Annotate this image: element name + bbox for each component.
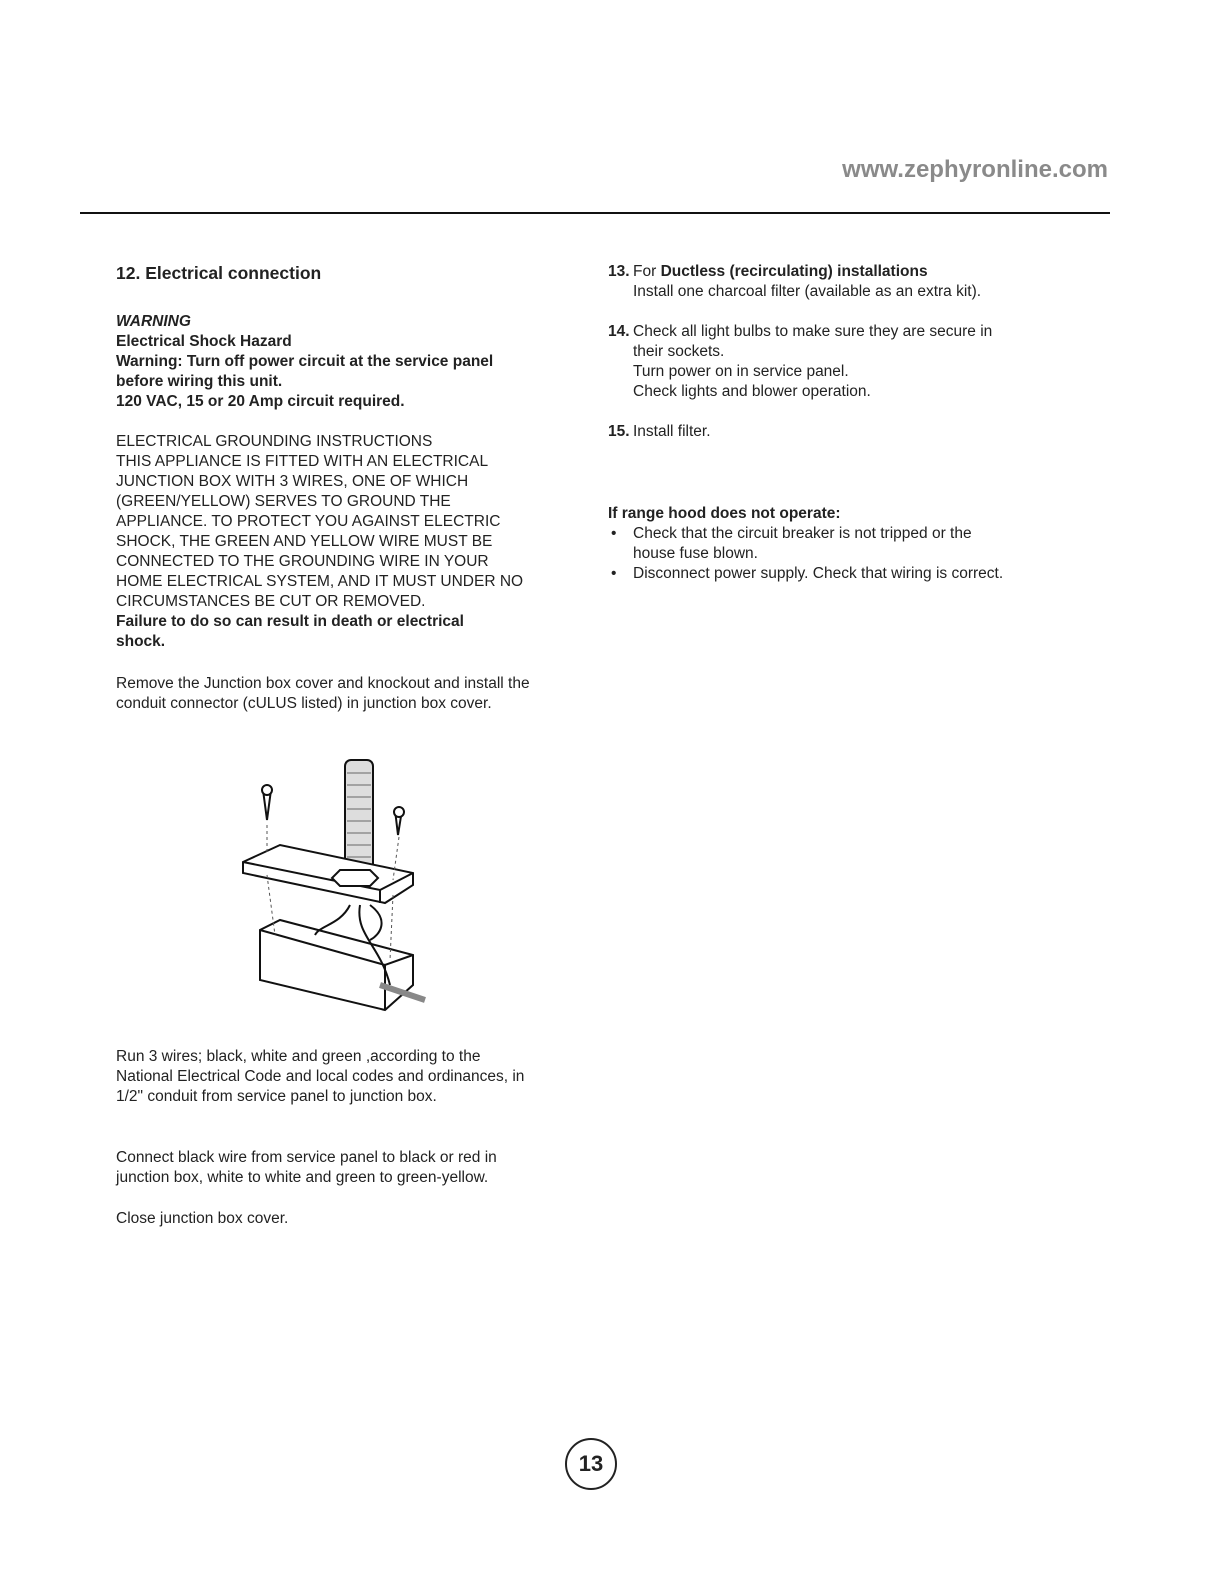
step-number: 13. [608, 263, 630, 280]
step-heading: Ductless (recirculating) installations [660, 263, 928, 280]
section-title: 12. Electrical connection [116, 263, 322, 283]
step-text: Check all light bulbs to make sure they are secure in their sockets. [633, 323, 993, 360]
warning-block [116, 312, 546, 412]
warning-label: WARNING [116, 313, 191, 330]
circuit-requirement: 120 VAC, 15 or 20 Amp circuit required. [116, 393, 405, 410]
step-14 [608, 322, 1018, 402]
page-number: 13 [565, 1438, 617, 1490]
grounding-title: ELECTRICAL GROUNDING INSTRUCTIONS [116, 433, 433, 450]
step-number: 15. [608, 423, 630, 440]
step-text: Check lights and blower operation. [633, 383, 871, 400]
grounding-block [116, 432, 528, 652]
connect-instructions: Connect black wire from service panel to black or red in junction box, white to white and green to green-yellow. [116, 1149, 497, 1186]
troubleshooting-item: • Disconnect power supply. Check that wiring is correct. [608, 564, 1008, 584]
conduit-icon [345, 760, 373, 870]
troubleshooting-item: • Check that the circuit breaker is not tripped or the house fuse blown. [608, 524, 1008, 564]
step-text: Install filter. [633, 423, 711, 440]
troubleshooting-title: If range hood does not operate: [608, 505, 841, 522]
warning-text: Warning: Turn off power circuit at the service panel before wiring this unit. [116, 353, 494, 390]
junction-box-diagram [230, 755, 430, 1020]
remove-instructions: Remove the Junction box cover and knockout and install the conduit connector (cULUS listed) in junction box cover. [116, 675, 530, 712]
step-prefix: For [633, 263, 661, 280]
failure-warning: Failure to do so can result in death or electrical shock. [116, 613, 464, 650]
step-15 [608, 422, 1028, 442]
steps-list [608, 262, 1028, 442]
step-13 [608, 262, 1028, 302]
header-divider [80, 212, 1110, 214]
step-text: Install one charcoal filter (available as an extra kit). [633, 283, 982, 300]
box-body [260, 920, 413, 1010]
step-number: 14. [608, 323, 630, 340]
close-instructions: Close junction box cover. [116, 1210, 289, 1227]
grounding-text: THIS APPLIANCE IS FITTED WITH AN ELECTRICAL JUNCTION BOX WITH 3 WIRES, ONE OF WHICH (GREEN/YELLOW) SERVES TO GROUND THE APPLIANCE. TO PROTECT YOU AGAINST ELECTRIC SHOCK, THE GREEN AND YELLOW WIRE MUST BE CONNECTED TO THE GROUNDING WIRE IN YOUR HOME ELECTRICAL SYSTEM, AND IT MUST UNDER NO CIRCUMSTANCES BE CUT OR REMOVED. [116, 453, 524, 610]
troubleshooting [608, 504, 1008, 584]
website-url: www.zephyronline.com [842, 156, 1108, 183]
box-cover [243, 845, 413, 903]
hazard-title: Electrical Shock Hazard [116, 333, 292, 350]
step-text: Turn power on in service panel. [633, 363, 849, 380]
wire-run-instructions: Run 3 wires; black, white and green ,according to the National Electrical Code and local codes and ordinances, in 1/2" conduit from service panel to junction box. [116, 1048, 525, 1105]
